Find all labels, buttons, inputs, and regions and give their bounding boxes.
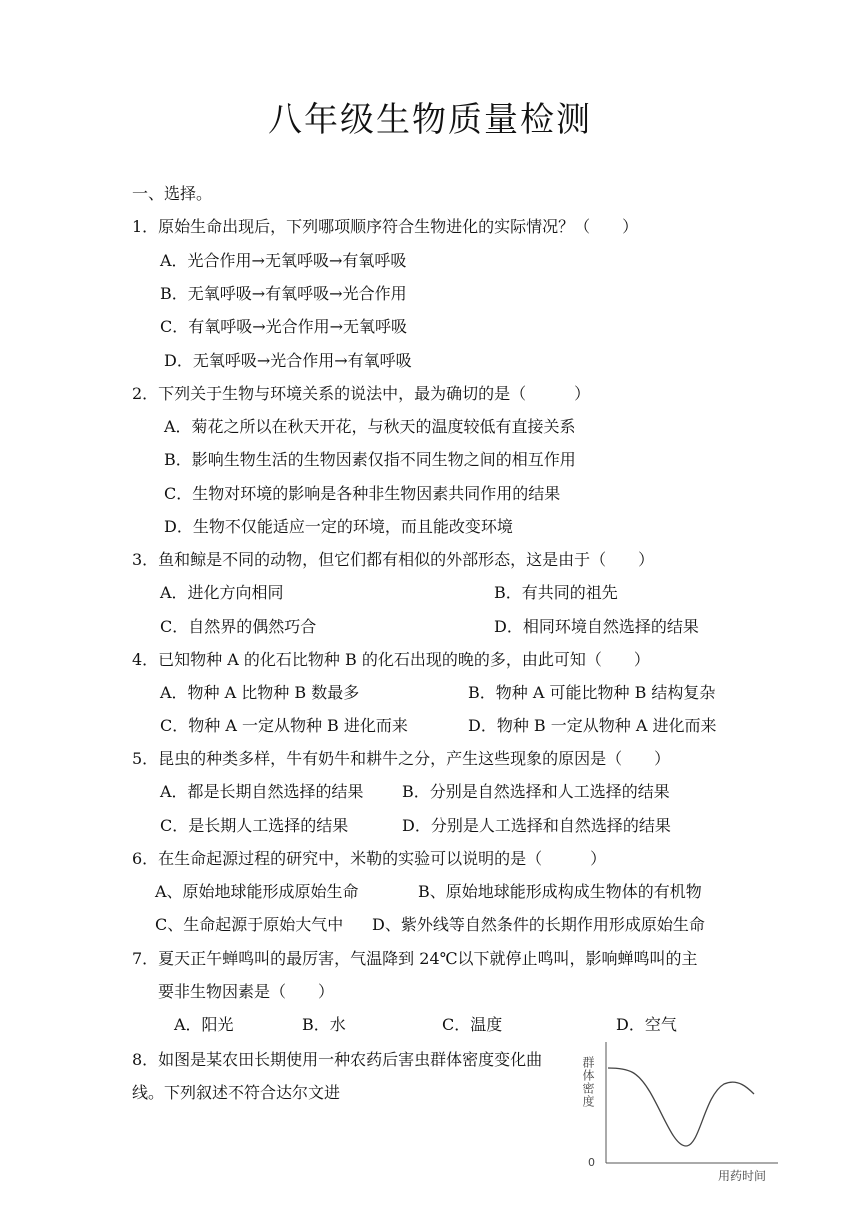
question-6-stem: 6．在生命起源过程的研究中，米勒的实验可以说明的是（ ） [132, 849, 607, 868]
question-2-option-b: B．影响生物生活的生物因素仅指不同生物之间的相互作用 [164, 450, 576, 469]
question-6-option-d: D、紫外线等自然条件的长期作用形成原始生命 [372, 915, 705, 934]
question-8-stem-continued: 线。下列叙述不符合达尔文进 [132, 1083, 341, 1102]
question-1-option-a: A．光合作用→无氧呼吸→有氧呼吸 [160, 251, 407, 270]
y-axis-label: 群体密度 [581, 1056, 595, 1108]
page-title: 八年级生物质量检测 [268, 100, 592, 140]
question-1-stem: 1．原始生命出现后，下列哪项顺序符合生物进化的实际情况？（ ） [132, 217, 639, 236]
question-6-option-b: B、原始地球能形成构成生物体的有机物 [418, 882, 702, 901]
question-3-option-c: C．自然界的偶然巧合 [160, 617, 317, 636]
question-2-option-a: A．菊花之所以在秋天开花，与秋天的温度较低有直接关系 [164, 417, 576, 436]
question-6-option-c: C、生命起源于原始大气中 [155, 915, 344, 934]
question-7-stem-continued: 要非生物因素是（ ） [158, 982, 335, 1001]
question-2-option-d: D．生物不仅能适应一定的环境，而且能改变环境 [164, 517, 513, 536]
question-5-option-b: B．分别是自然选择和人工选择的结果 [402, 782, 670, 801]
question-8-stem: 8．如图是某农田长期使用一种农药后害虫群体密度变化曲 [132, 1050, 543, 1069]
question-7-stem: 7．夏天正午蝉鸣叫的最厉害，气温降到 24℃以下就停止鸣叫，影响蝉鸣叫的主 [132, 949, 698, 968]
question-6-option-a: A、原始地球能形成原始生命 [155, 882, 359, 901]
question-1-option-d: D．无氧呼吸→光合作用→有氧呼吸 [164, 351, 412, 370]
question-3-stem: 3．鱼和鲸是不同的动物，但它们都有相似的外部形态，这是由于（ ） [132, 550, 655, 569]
question-3-option-a: A．进化方向相同 [160, 583, 284, 602]
density-curve-figure [578, 1038, 784, 1186]
density-curve [608, 1068, 754, 1146]
question-1-option-b: B．无氧呼吸→有氧呼吸→光合作用 [160, 284, 407, 303]
question-7-option-c: C．温度 [442, 1015, 503, 1034]
question-2-option-c: C．生物对环境的影响是各种非生物因素共同作用的结果 [164, 484, 561, 503]
question-5-stem: 5．昆虫的种类多样，牛有奶牛和耕牛之分，产生这些现象的原因是（ ） [132, 749, 671, 768]
question-3-option-b: B．有共同的祖先 [494, 583, 618, 602]
question-7-option-b: B．水 [302, 1015, 346, 1034]
section-heading: 一、选择。 [132, 184, 213, 203]
question-7-option-d: D．空气 [616, 1015, 677, 1034]
question-7-option-a: A．阳光 [174, 1015, 234, 1034]
x-axis-label: 用药时间 [718, 1169, 767, 1183]
question-5-option-c: C．是长期人工选择的结果 [160, 816, 349, 835]
question-4-option-a: A．物种 A 比物种 B 数最多 [160, 683, 360, 702]
question-4-stem: 4．已知物种 A 的化石比物种 B 的化石出现的晚的多，由此可知（ ） [132, 650, 650, 669]
origin-label: 0 [588, 1156, 595, 1169]
question-3-option-d: D．相同环境自然选择的结果 [494, 617, 699, 636]
question-5-option-d: D．分别是人工选择和自然选择的结果 [402, 816, 671, 835]
question-4-option-c: C．物种 A 一定从物种 B 进化而来 [160, 716, 408, 735]
question-4-option-b: B．物种 A 可能比物种 B 结构复杂 [468, 683, 716, 702]
question-5-option-a: A．都是长期自然选择的结果 [160, 782, 364, 801]
question-2-stem: 2．下列关于生物与环境关系的说法中，最为确切的是（ ） [132, 384, 591, 403]
question-1-option-c: C．有氧呼吸→光合作用→无氧呼吸 [160, 317, 408, 336]
question-4-option-d: D．物种 B 一定从物种 A 进化而来 [468, 716, 717, 735]
